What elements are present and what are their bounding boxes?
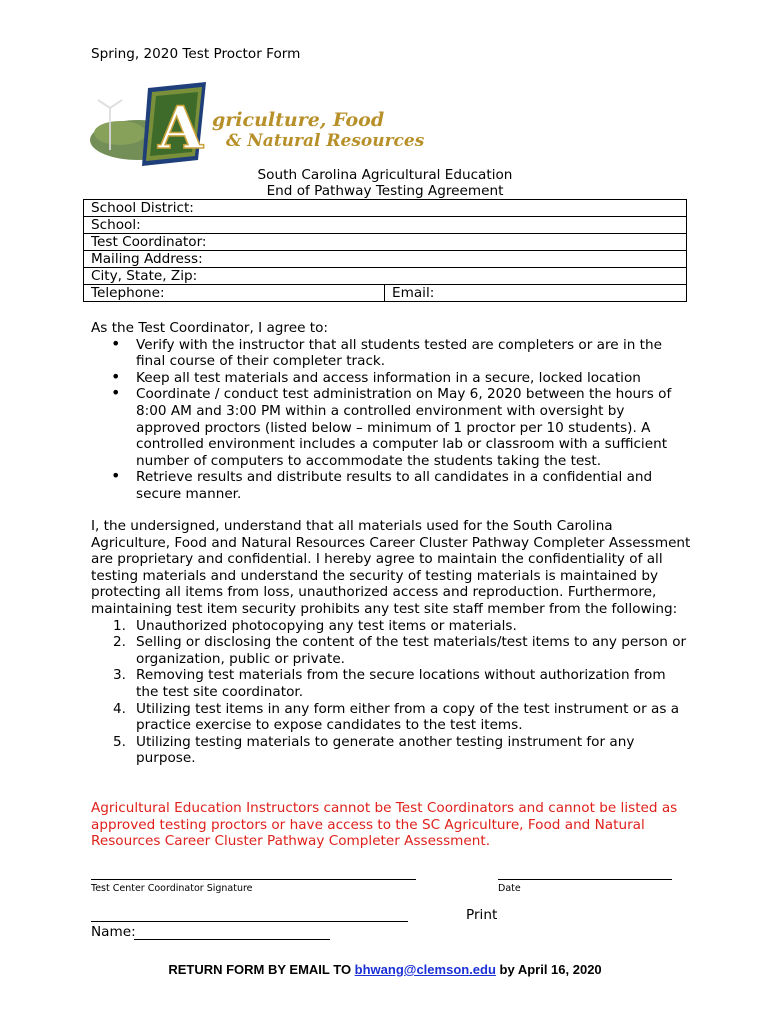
return-instructions: [0, 962, 770, 977]
table-row: [84, 200, 687, 217]
list-item-text: Utilizing testing materials to generate another testing instrument for any purpose.: [136, 733, 635, 767]
logo-letter: A: [158, 94, 204, 162]
logo-line2: & Natural Resources: [226, 131, 425, 151]
telephone-field[interactable]: Telephone:: [84, 285, 385, 302]
table-row: [84, 251, 687, 268]
test-coordinator-field[interactable]: Test Coordinator:: [84, 234, 687, 251]
agreement-intro: As the Test Coordinator, I agree to:: [91, 320, 328, 336]
coordinator-info-table: [83, 199, 687, 302]
signature-line[interactable]: [91, 879, 416, 880]
name-label: Name:: [91, 924, 136, 940]
list-item: 3. Removing test materials from the secure locations without authorization from the test site coordinator.: [113, 667, 666, 700]
school-field[interactable]: School:: [84, 217, 687, 234]
mailing-address-field[interactable]: Mailing Address:: [84, 251, 687, 268]
prohibited-actions-list: [91, 618, 691, 767]
list-item-text: Unauthorized photocopying any test items or materials.: [136, 617, 517, 634]
date-line[interactable]: [498, 879, 672, 880]
list-item: • Retrieve results and distribute results to all candidates in a confidential and secure manner.: [91, 469, 691, 502]
list-item: • Coordinate / conduct test administration on May 6, 2020 between the hours of 8:00 AM and 3:00 PM within a controlled environment with oversight by approved proctors (listed below – minimum of 1 proctor per 10 students). A controlled environment includes a computer lab or classroom with a sufficient number of computers to accommodate the students taking the test.: [91, 386, 691, 469]
email-field[interactable]: Email:: [385, 285, 687, 302]
print-name-line[interactable]: [91, 921, 408, 922]
list-item: 4. Utilizing test items in any form either from a copy of the test instrument or as a practice exercise to expose candidates to the test items.: [113, 700, 680, 734]
school-district-field[interactable]: School District:: [84, 200, 687, 217]
logo-line1: griculture, Food: [212, 109, 385, 131]
list-item-text: Selling or disclosing the content of the test materials/test items to any person or organization, public or private.: [136, 634, 687, 667]
name-line[interactable]: [134, 939, 330, 940]
list-item: 1. Unauthorized photocopying any test items or materials.: [113, 617, 517, 634]
table-row: [84, 217, 687, 234]
city-state-zip-field[interactable]: City, State, Zip:: [84, 268, 687, 285]
page-header-title: Spring, 2020 Test Proctor Form: [91, 46, 301, 62]
understanding-paragraph: I, the undersigned, understand that all materials used for the South Carolina Agriculture, Food and Natural Resources Career Cluster Pathway Completer Assessment are proprietary and confidential. I hereby agree to maintain the confidentiality of all testing materials and understand the security of testing materials is maintained by protecting all items from loss, unauthorized access and reproduction. Furthermore, maintaining test item security prohibits any test site staff member from the following:: [91, 518, 691, 617]
list-item-text: Removing test materials from the secure locations without authorization from the test site coordinator.: [136, 667, 666, 700]
list-item: • Keep all test materials and access information in a secure, locked location: [91, 370, 691, 387]
agreement-title-line1: South Carolina Agricultural Education: [257, 167, 513, 183]
list-item: 5. Utilizing testing materials to generate another testing instrument for any purpose.: [113, 733, 635, 767]
coordinator-warning: Agricultural Education Instructors cannot be Test Coordinators and cannot be listed as approved testing proctors or have access to the SC Agriculture, Food and Natural Resources Career Cluster Pathway Completer Assessment.: [91, 800, 678, 850]
table-row: [84, 268, 687, 285]
print-label: Print: [466, 907, 498, 923]
list-item: 2. Selling or disclosing the content of the test materials/test items to any person or organization, public or private.: [113, 634, 687, 667]
table-row: [84, 234, 687, 251]
list-item-text: Utilizing test items in any form either from a copy of the test instrument or as a practice exercise to expose candidates to the test items.: [136, 700, 680, 734]
agreement-list: [91, 337, 691, 503]
signature-label: Test Center Coordinator Signature: [91, 883, 253, 894]
date-label: Date: [498, 883, 521, 894]
agreement-section: [91, 320, 691, 503]
return-prefix: RETURN FORM BY EMAIL TO: [168, 962, 355, 977]
afnr-logo: [88, 78, 425, 168]
table-row: [84, 285, 687, 302]
return-email-link[interactable]: bhwang@clemson.edu: [354, 962, 496, 977]
agreement-title-line2: End of Pathway Testing Agreement: [266, 183, 504, 199]
return-suffix: by April 16, 2020: [495, 962, 602, 977]
afnr-logo-graphic: [88, 78, 425, 168]
understanding-section: [91, 518, 691, 767]
list-item: • Verify with the instructor that all students tested are completers or are in the final course of their completer track.: [91, 337, 691, 370]
